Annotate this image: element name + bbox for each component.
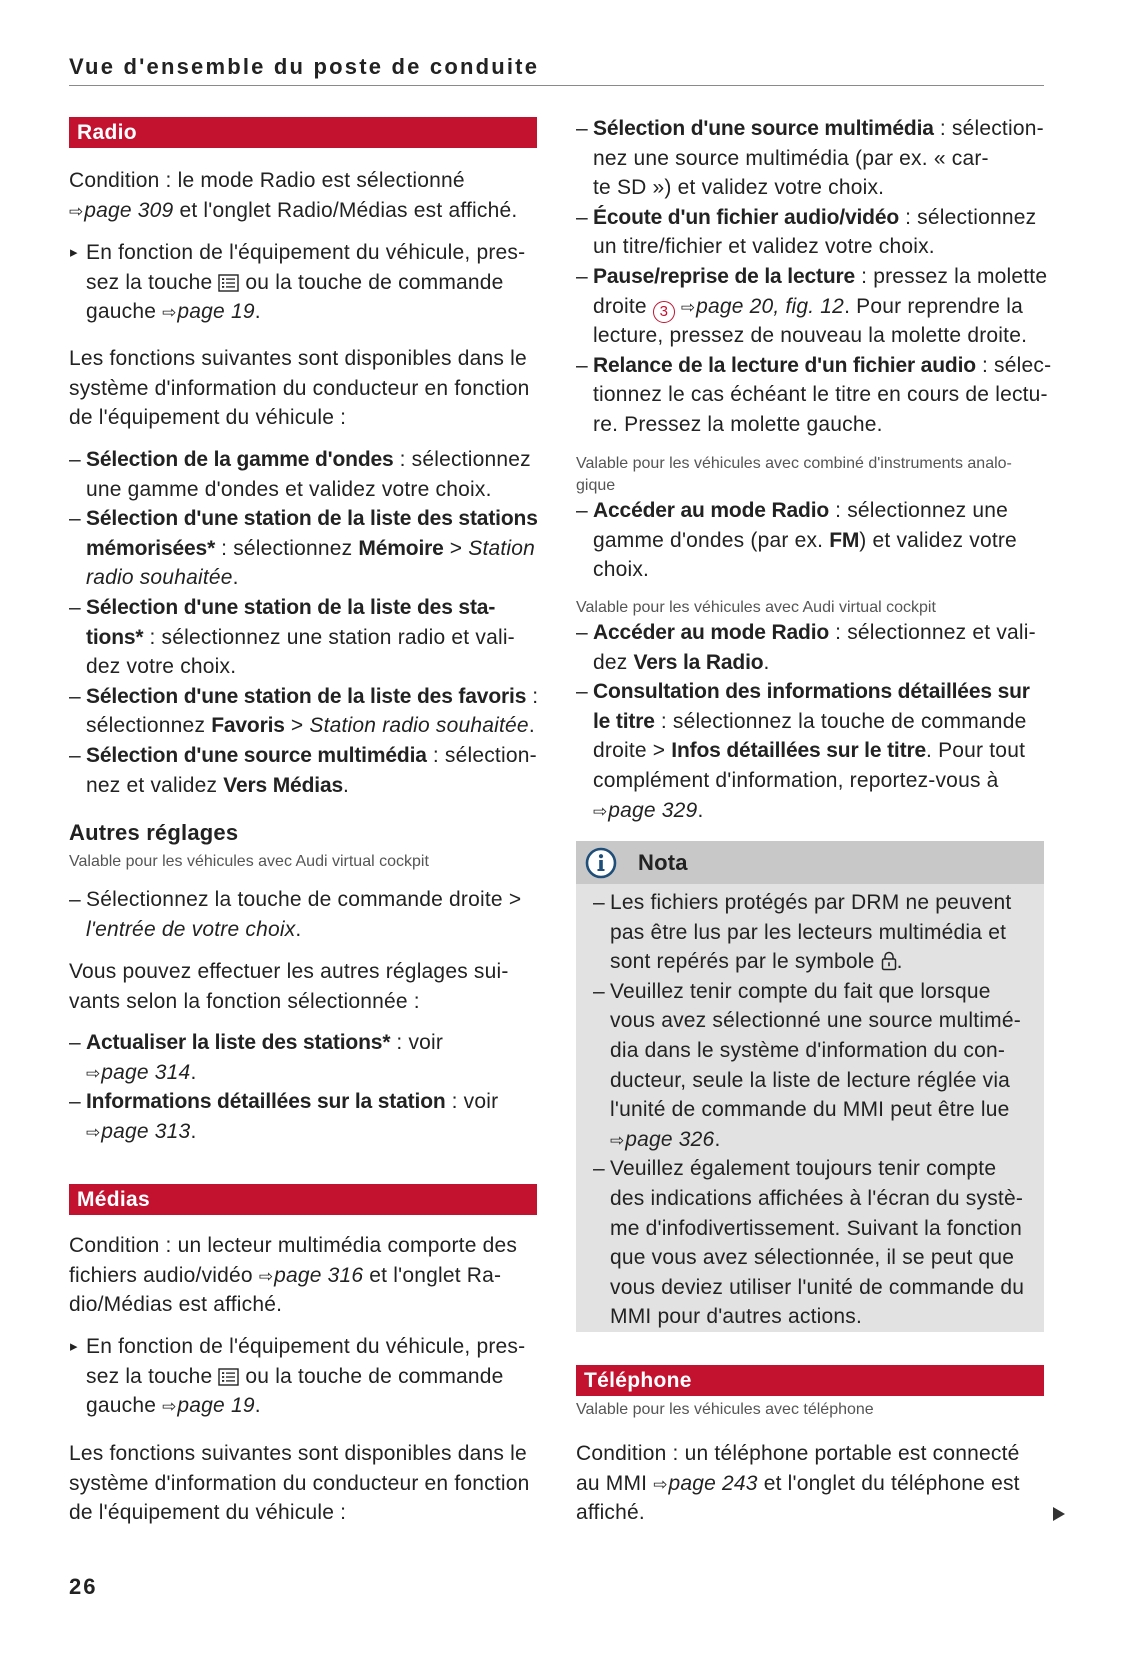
note-header	[576, 841, 1044, 884]
cross-reference-arrow-icon: ⇨	[86, 1122, 101, 1143]
text-line	[86, 915, 537, 945]
italic-term: Station	[468, 536, 536, 560]
text-run: nez une source multimédia (par ex. « car-	[593, 146, 989, 170]
page-reference-link[interactable]: page 19	[177, 1394, 255, 1418]
text-line	[86, 297, 537, 327]
text-run: : sélectionnez et vali-	[829, 621, 1036, 644]
page-reference-link[interactable]: page 313	[101, 1119, 191, 1143]
page-reference-link[interactable]: page 326	[625, 1127, 715, 1151]
text-line	[593, 707, 1044, 737]
bold-term: Vers Médias	[223, 773, 344, 797]
text-run: .	[190, 1060, 197, 1084]
text-run: Vous pouvez effectuer les autres réglages sui-	[69, 960, 509, 983]
text-line	[593, 321, 1044, 351]
italic-term: Station radio souhaitée	[309, 714, 529, 738]
text-run: droite >	[593, 739, 672, 763]
text-line	[69, 1261, 537, 1291]
analog-cluster-validity	[576, 453, 1044, 497]
text-run: me d'infodivertissement. Suivant la fonction	[610, 1216, 1023, 1240]
drm-lock-icon	[881, 951, 897, 971]
text-run: : sélectionnez une station radio et vali-	[143, 625, 515, 649]
list-item	[576, 351, 1052, 440]
text-run: Condition : un lecteur multimédia comporte des	[69, 1234, 518, 1257]
text-run: .	[254, 300, 261, 324]
left-column	[69, 0, 540, 1654]
menu-button-icon	[218, 274, 239, 292]
text-run: .	[714, 1127, 721, 1151]
text-line	[610, 918, 1033, 948]
text-run: un titre/fichier et validez votre choix.	[593, 235, 935, 259]
bold-term: Accéder au mode Radio	[593, 621, 830, 644]
info-icon	[585, 847, 617, 879]
bold-term: tions*	[86, 625, 144, 649]
cross-reference-arrow-icon: ⇨	[69, 201, 84, 222]
text-run: : sélectionnez	[393, 448, 531, 471]
text-run: l'unité de commande du MMI peut être lue	[610, 1098, 1010, 1122]
text-run: lecture, pressez de nouveau la molette droite.	[593, 324, 1028, 348]
text-run: : sélectionnez une	[829, 499, 1009, 522]
text-line	[69, 344, 537, 374]
text-run: re. Pressez la molette gauche.	[593, 412, 883, 436]
text-run: Sélectionnez la touche de commande droite >	[86, 888, 522, 911]
text-run: : sélectionnez la touche de commande	[654, 709, 1027, 733]
radio-functions-list	[69, 445, 537, 800]
list-item	[69, 741, 537, 800]
text-line	[576, 1498, 1044, 1528]
text-line	[593, 555, 1044, 585]
bold-term: Sélection d'une station de la liste des sta-	[86, 595, 496, 619]
text-run: dez	[593, 650, 634, 674]
text-line	[86, 741, 537, 771]
text-run: En fonction de l'équipement du véhicule, pres-	[86, 1335, 526, 1358]
text-line	[593, 410, 1044, 440]
text-line	[86, 504, 537, 534]
bold-term: Consultation des informations détaillées sur	[593, 680, 1030, 704]
text-run: ) et validez votre	[859, 528, 1017, 552]
text-run: >	[443, 536, 469, 560]
other-settings-list	[69, 1028, 537, 1146]
text-run: te SD ») et validez votre choix.	[593, 176, 885, 200]
bold-term: Écoute d'un fichier audio/vidéo	[593, 205, 900, 229]
text-line	[86, 1087, 537, 1117]
text-line	[593, 144, 1044, 174]
text-line	[593, 203, 1044, 233]
text-run: nez et validez	[86, 773, 224, 797]
cross-reference-arrow-icon: ⇨	[162, 1397, 177, 1418]
text-line	[86, 534, 537, 564]
text-line	[69, 196, 537, 226]
text-run: .	[697, 798, 704, 822]
text-line	[69, 166, 537, 196]
bold-term: Sélection d'une station de la liste des stations	[86, 507, 538, 531]
text-line	[86, 475, 537, 505]
text-run: de l'équipement du véhicule :	[69, 1501, 347, 1525]
text-run: sélectionnez	[86, 714, 212, 738]
text-line	[610, 1243, 1033, 1273]
text-run: gique	[576, 477, 616, 494]
bold-term: Favoris	[211, 714, 285, 738]
text-run: Veuillez tenir compte du fait que lorsque	[610, 979, 991, 1003]
list-item	[576, 114, 1044, 203]
note-list	[593, 888, 1033, 1332]
text-run: .	[528, 714, 535, 738]
bold-term: mémorisées*	[86, 536, 216, 560]
text-line	[86, 885, 537, 915]
other-settings-heading: Autres réglages	[69, 820, 239, 845]
list-item	[69, 1087, 537, 1146]
cross-reference-arrow-icon: ⇨	[86, 1063, 101, 1084]
text-run: En fonction de l'équipement du véhicule, pres-	[86, 241, 526, 264]
virtual-cockpit-list	[576, 618, 1044, 825]
text-line	[610, 888, 1033, 918]
text-line	[86, 711, 537, 741]
text-run: tionnez le cas échéant le titre en cours de lectu-	[593, 383, 1048, 407]
text-run: .	[254, 1394, 261, 1418]
text-line	[86, 445, 537, 475]
list-item	[593, 1154, 1033, 1332]
text-line	[610, 1095, 1033, 1125]
virtual-cockpit-validity: Valable pour les véhicules avec Audi virtual cockpit	[576, 599, 936, 616]
telephone-condition	[576, 1439, 1044, 1528]
cross-reference-arrow-icon: ⇨	[162, 303, 177, 324]
italic-term: radio souhaitée	[86, 566, 233, 590]
text-line	[86, 1362, 537, 1392]
text-run: sez la touche	[86, 270, 219, 294]
text-run: que vous avez sélectionnée, il se peut que	[610, 1246, 1015, 1270]
text-run: et l'onglet Radio/Médias est affiché.	[173, 198, 518, 222]
menu-button-glyph	[218, 274, 239, 292]
text-run: . Pour reprendre la	[844, 294, 1023, 318]
bold-term: Relance de la lecture d'un fichier audio	[593, 353, 976, 377]
text-line	[610, 977, 1033, 1007]
bold-term: Sélection de la gamme d'ondes	[86, 448, 394, 471]
text-run: .	[343, 773, 350, 797]
text-line	[69, 987, 537, 1017]
text-line	[610, 1036, 1033, 1066]
text-run: dio/Médias est affiché.	[69, 1293, 283, 1317]
text-run: pas être lus par les lecteurs multimédia et	[610, 920, 1007, 944]
text-line	[69, 1439, 537, 1469]
text-run: gamme d'ondes (par ex.	[593, 528, 830, 552]
text-line	[576, 453, 1044, 475]
text-line	[610, 947, 1033, 977]
text-run: .	[232, 566, 239, 590]
text-line	[69, 1469, 537, 1499]
text-run: choix.	[593, 558, 650, 582]
medias-functions-list	[576, 114, 1052, 440]
text-line	[69, 374, 537, 404]
text-line	[593, 677, 1044, 707]
text-run: : voir	[390, 1031, 444, 1054]
section-header-radio: Radio	[69, 117, 537, 148]
text-line	[86, 1117, 537, 1147]
cross-reference-arrow-icon: ⇨	[653, 1474, 668, 1495]
text-line	[593, 618, 1044, 648]
page-reference-link[interactable]: page 20, fig. 12	[696, 294, 845, 318]
text-line	[86, 268, 537, 298]
text-line	[86, 1028, 537, 1058]
text-run: vous deviez utiliser l'unité de commande du	[610, 1275, 1025, 1299]
list-item	[576, 618, 1044, 677]
note-box	[576, 841, 1044, 1332]
text-line	[610, 1066, 1033, 1096]
radio-functions-intro	[69, 344, 537, 433]
analog-cluster-list	[576, 496, 1044, 585]
cross-reference-arrow-icon: ⇨	[680, 297, 696, 318]
text-line	[86, 593, 537, 623]
text-line	[593, 380, 1048, 410]
bold-term: Sélection d'une source multimédia	[593, 117, 934, 140]
text-line	[610, 1184, 1033, 1214]
text-line	[593, 114, 1044, 144]
list-item	[576, 677, 1044, 825]
text-run: .	[190, 1119, 197, 1143]
text-line	[610, 1273, 1033, 1303]
text-line	[610, 1154, 1033, 1184]
list-item	[69, 593, 537, 682]
radio-condition	[69, 166, 537, 225]
medias-instruction-step	[69, 1332, 537, 1421]
bold-term: Actualiser la liste des stations*	[86, 1031, 391, 1054]
bold-term: Accéder au mode Radio	[593, 499, 830, 522]
text-run: une gamme d'ondes et validez votre choix.	[86, 477, 492, 501]
text-run: sont repérés par le symbole	[610, 950, 881, 974]
italic-term: l'entrée de votre choix	[86, 917, 296, 941]
cross-reference-arrow-icon: ⇨	[593, 801, 608, 822]
bold-term: FM	[829, 528, 860, 552]
text-line	[610, 1214, 1033, 1244]
text-line	[69, 403, 537, 433]
page-number: 26	[69, 1574, 98, 1599]
list-item	[593, 977, 1033, 1155]
text-line	[593, 496, 1044, 526]
text-run: : sélection-	[426, 743, 537, 767]
list-item	[593, 888, 1033, 977]
bold-term: Vers la Radio	[633, 650, 764, 674]
note-title: Nota	[638, 850, 688, 875]
text-run: des indications affichées à l'écran du systè-	[610, 1186, 1024, 1210]
text-line	[593, 736, 1044, 766]
drm-lock-glyph	[881, 951, 897, 971]
text-run: fichiers audio/vidéo	[69, 1263, 259, 1287]
text-run: . Pour tout	[926, 739, 1026, 763]
text-line	[86, 682, 537, 712]
medias-functions-intro	[69, 1439, 537, 1528]
text-line	[576, 475, 1044, 497]
text-run: système d'information du conducteur en fonction	[69, 1471, 530, 1495]
text-run: Les fichiers protégés par DRM ne peuvent	[610, 891, 1012, 914]
text-run: droite	[593, 294, 653, 318]
text-run: système d'information du conducteur en fonction	[69, 376, 530, 400]
text-run: Valable pour les véhicules avec combiné d'instruments analo-	[576, 455, 1012, 472]
text-run: gauche	[86, 1394, 163, 1418]
text-run: : pressez la molette	[855, 264, 1048, 288]
text-run: :	[526, 684, 539, 708]
text-run: dez votre choix.	[86, 655, 237, 679]
right-column	[576, 0, 1052, 1654]
list-item	[576, 262, 1048, 351]
running-header-title: Vue d'ensemble du poste de conduite	[69, 54, 540, 79]
text-line	[86, 1391, 537, 1421]
text-run: Condition : le mode Radio est sélectionné	[69, 169, 465, 192]
text-run: >	[284, 714, 310, 738]
callout-number-badge: 3	[653, 301, 675, 323]
text-line	[69, 1498, 537, 1528]
page-reference-link[interactable]: page 329	[608, 798, 698, 822]
text-run: Veuillez également toujours tenir compte	[610, 1157, 997, 1181]
section-header-medias: Médias	[69, 1184, 537, 1215]
text-line	[593, 173, 1044, 203]
text-line	[86, 623, 537, 653]
bold-term: Mémoire	[358, 536, 444, 560]
text-run	[675, 295, 681, 318]
text-run: Condition : un téléphone portable est connecté	[576, 1442, 1020, 1465]
list-item	[69, 885, 537, 944]
text-run: ou la touche de commande	[239, 1364, 504, 1388]
page-reference-link[interactable]: page 19	[177, 300, 255, 324]
text-run: : sélec-	[975, 353, 1052, 377]
list-item	[576, 203, 1044, 262]
text-run: et l'onglet du téléphone est	[757, 1471, 1020, 1495]
telephone-validity: Valable pour les véhicules avec téléphone	[576, 1401, 874, 1418]
text-run: Les fonctions suivantes sont disponibles dans le	[69, 347, 527, 370]
list-item	[69, 1028, 537, 1087]
text-line	[610, 1302, 1033, 1332]
text-line	[576, 1439, 1044, 1469]
text-run: et l'onglet Ra-	[363, 1263, 502, 1287]
text-run: de l'équipement du véhicule :	[69, 406, 347, 430]
page-reference-link[interactable]: page 309	[84, 198, 174, 222]
text-run: vants selon la fonction sélectionnée :	[69, 989, 420, 1013]
text-line	[593, 796, 1044, 826]
text-line	[69, 1231, 537, 1261]
text-line	[576, 1469, 1044, 1499]
other-settings-validity: Valable pour les véhicules avec Audi virtual cockpit	[69, 853, 429, 870]
text-run: ducteur, seule la liste de lecture réglée via	[610, 1068, 1011, 1092]
text-line	[593, 232, 1044, 262]
list-item	[69, 682, 537, 741]
text-line	[593, 766, 1044, 796]
text-run: complément d'information, reportez-vous à	[593, 768, 999, 792]
text-line	[593, 526, 1044, 556]
text-run: MMI pour d'autres actions.	[610, 1305, 862, 1329]
text-line	[69, 957, 537, 987]
bold-term: Infos détaillées sur le titre	[671, 739, 927, 763]
bold-term: le titre	[593, 709, 655, 733]
page-reference-link[interactable]: page 314	[101, 1060, 191, 1084]
text-line	[593, 648, 1044, 678]
text-run: vous avez sélectionné une source multimé-	[610, 1009, 1021, 1033]
text-line	[69, 1290, 537, 1320]
text-run: sez la touche	[86, 1364, 219, 1388]
list-item	[576, 496, 1044, 585]
page-reference-link[interactable]: page 243	[668, 1471, 758, 1495]
bold-term: Sélection d'une station de la liste des favoris	[86, 684, 527, 708]
cross-reference-arrow-icon: ⇨	[610, 1130, 625, 1151]
radio-instruction-step	[69, 238, 537, 327]
text-run: au MMI	[576, 1471, 654, 1495]
text-line	[610, 1006, 1033, 1036]
text-run: Les fonctions suivantes sont disponibles dans le	[69, 1442, 527, 1465]
text-line	[593, 262, 1048, 292]
cross-reference-arrow-icon: ⇨	[258, 1266, 274, 1287]
text-line	[593, 292, 1044, 322]
bold-term: Pause/reprise de la lecture	[593, 264, 856, 288]
list-item	[69, 445, 537, 504]
text-line	[86, 1058, 537, 1088]
text-run: : voir	[445, 1090, 499, 1114]
other-settings-step	[69, 885, 537, 944]
bold-term: Informations détaillées sur la station	[86, 1090, 446, 1114]
list-item	[69, 504, 537, 593]
text-line	[593, 351, 1052, 381]
medias-condition	[69, 1231, 537, 1320]
text-run: : sélection-	[933, 117, 1044, 140]
menu-button-icon	[218, 1368, 239, 1386]
continued-arrow-icon	[1052, 1506, 1066, 1522]
text-line	[86, 771, 537, 801]
text-run: dia dans le système d'information du con-	[610, 1038, 1006, 1062]
text-run: .	[896, 950, 903, 974]
text-run: affiché.	[576, 1501, 645, 1525]
other-settings-intro	[69, 957, 537, 1016]
page-reference-link[interactable]: page 316	[274, 1263, 364, 1287]
text-line	[86, 1332, 537, 1362]
text-run: : sélectionnez	[215, 536, 359, 560]
text-run: : sélectionnez	[899, 205, 1037, 229]
menu-button-glyph	[218, 1368, 239, 1386]
text-line	[86, 238, 537, 268]
text-line	[86, 563, 537, 593]
section-header-telephone: Téléphone	[576, 1365, 1044, 1396]
bold-term: Sélection d'une source multimédia	[86, 743, 427, 767]
text-line	[86, 652, 537, 682]
text-line	[610, 1125, 1033, 1155]
text-run: .	[763, 650, 770, 674]
text-run: .	[295, 917, 302, 941]
text-run: ou la touche de commande	[239, 270, 504, 294]
text-run: gauche	[86, 300, 163, 324]
